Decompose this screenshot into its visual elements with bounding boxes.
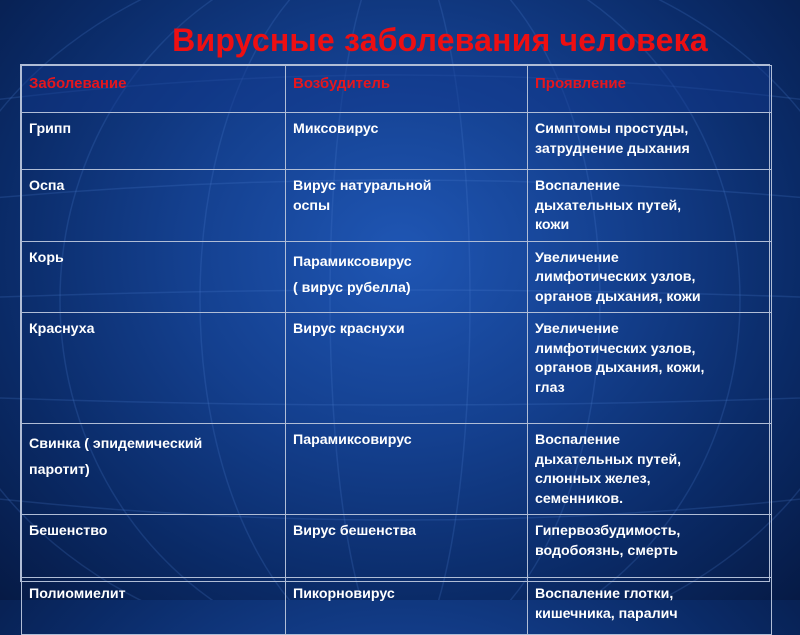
cell-line: затруднение дыхания [535,140,690,157]
table-row [22,113,772,170]
cell-line: оспы [293,197,331,214]
cell-manifestation [528,170,772,242]
cell-line: Гипервозбудимость, [535,523,681,539]
cell-line: Увеличение [535,321,619,337]
column-header-agent: Возбудитель [286,66,528,113]
cell-disease [22,578,286,635]
cell-agent [286,313,528,424]
cell-line: органов дыхания, кожи, [535,360,705,376]
cell-line: паротит) [29,462,90,478]
table-header-row [22,66,772,113]
cell-manifestation [528,424,772,515]
cell-agent [286,170,528,242]
table-row [22,241,772,313]
cell-agent [286,241,528,313]
cell-line: Вирус натуральной [293,178,432,194]
cell-line: Корь [29,249,64,266]
virus-diseases-table [20,64,770,622]
cell-line: Свинка ( эпидемический [29,436,203,452]
cell-line: Миксовирус [293,121,379,137]
cell-manifestation [528,578,772,635]
cell-line: органов дыхания, кожи [535,288,701,305]
cell-line: Оспа [29,178,65,194]
cell-line: ( вирус рубелла) [293,279,411,296]
cell-line: глаз [535,379,565,396]
cell-line: лимфотических узлов, [535,269,696,285]
cell-disease [22,113,286,170]
cell-line: Воспаление [535,432,620,448]
column-header-manifestation: Проявление [528,66,772,113]
slide-title: Вирусные заболевания человека [172,22,708,58]
cell-line: семенников. [535,490,624,507]
cell-line: Пикорновирус [293,586,395,602]
cell-line: дыхательных путей, [535,451,682,468]
cell-agent [286,578,528,635]
cell-manifestation [528,313,772,424]
cell-line: Симптомы простуды, [535,121,689,137]
cell-disease [22,241,286,313]
cell-line: кишечника, паралич [535,605,678,622]
cell-line: лимфотических узлов, [535,340,696,357]
cell-line: Краснуха [29,321,95,337]
cell-manifestation [528,241,772,313]
cell-line: Воспаление глотки, [535,586,674,602]
table-row [22,515,772,578]
table-row [22,313,772,424]
cell-line: Воспаление [535,178,620,194]
cell-line: Парамиксовирус [293,432,412,448]
cell-line: Вирус бешенства [293,523,417,539]
cell-line: кожи [535,217,570,233]
cell-disease [22,515,286,578]
cell-line: Парамиксовирус [293,253,412,270]
cell-line: водобоязнь, смерть [535,542,678,559]
cell-line: дыхательных путей, [535,197,682,214]
table-row [22,578,772,635]
cell-manifestation [528,515,772,578]
cell-disease [22,170,286,242]
cell-manifestation [528,113,772,170]
cell-agent [286,113,528,170]
cell-line: Вирус краснухи [293,321,405,337]
table-row [22,424,772,515]
cell-line: Грипп [29,121,72,137]
cell-line: слюнных желез, [535,471,651,487]
cell-agent [286,515,528,578]
cell-line: Полиомиелит [29,586,126,602]
table-row [22,170,772,242]
cell-line: Бешенство [29,523,108,539]
cell-disease [22,424,286,515]
cell-line: Увеличение [535,249,619,266]
cell-agent [286,424,528,515]
cell-disease [22,313,286,424]
column-header-disease: Заболевание [22,66,286,113]
